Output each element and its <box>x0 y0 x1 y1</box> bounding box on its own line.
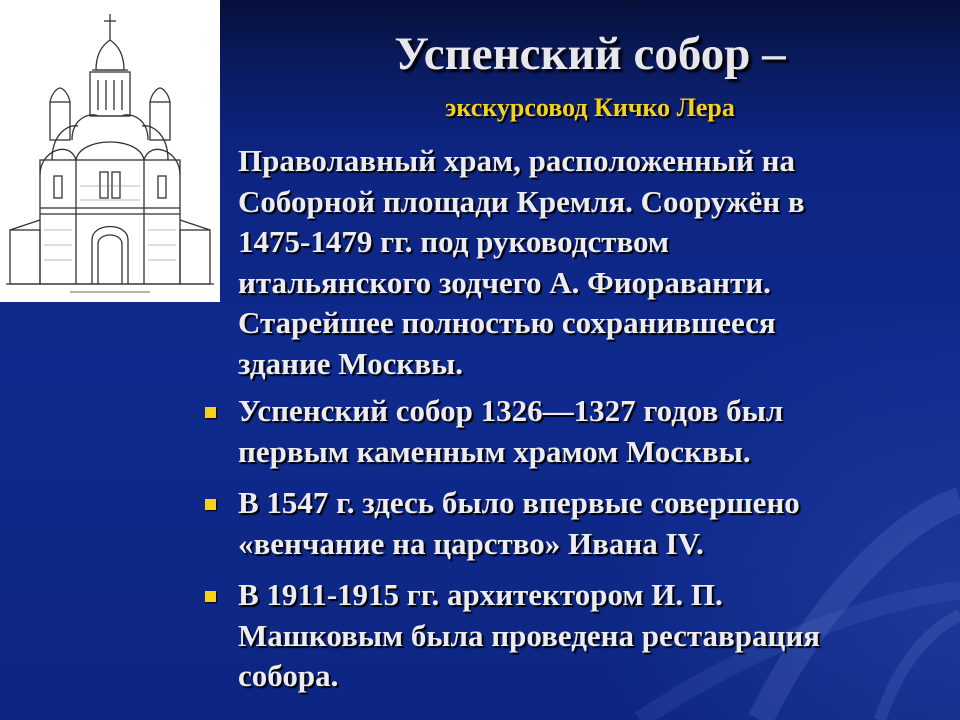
bullet-list <box>200 391 940 708</box>
bullet-item <box>200 575 940 697</box>
slide-subtitle: экскурсовод Кичко Лера <box>445 93 735 122</box>
bullet-line: В 1547 г. здесь было впервые совершено <box>238 485 800 520</box>
intro-line: Праволавный храм, расположенный на <box>238 143 795 178</box>
intro-line: Соборной площади Кремля. Сооружён в <box>238 183 805 219</box>
bullet-line: Машковым была проведена реставрация <box>238 617 820 653</box>
intro-line: Старейшее полностью сохранившееся <box>238 305 776 340</box>
intro-line: 1475-1479 гг. под руководством <box>238 224 670 259</box>
bullet-line: Успенский собор 1326—1327 годов был <box>238 393 784 428</box>
bullet-square-icon <box>205 499 216 510</box>
slide-title: Успенский собор – <box>394 28 786 80</box>
cathedral-drawing-icon <box>0 0 220 302</box>
intro-paragraph <box>238 141 938 384</box>
bullet-square-icon <box>205 407 216 418</box>
bullet-line: собора. <box>238 658 339 693</box>
intro-line: итальянского зодчего А. Фиораванти. <box>238 264 771 300</box>
bullet-line: «венчание на царство» Ивана IV. <box>238 525 704 561</box>
bullet-square-icon <box>205 591 216 602</box>
bullet-line: первым каменным храмом Москвы. <box>238 433 751 469</box>
intro-line: здание Москвы. <box>238 345 463 381</box>
bullet-line: В 1911-1915 гг. архитектором И. П. <box>238 577 723 612</box>
bullet-item <box>200 483 940 564</box>
bullet-item <box>200 391 940 472</box>
cathedral-drawing <box>0 0 220 302</box>
